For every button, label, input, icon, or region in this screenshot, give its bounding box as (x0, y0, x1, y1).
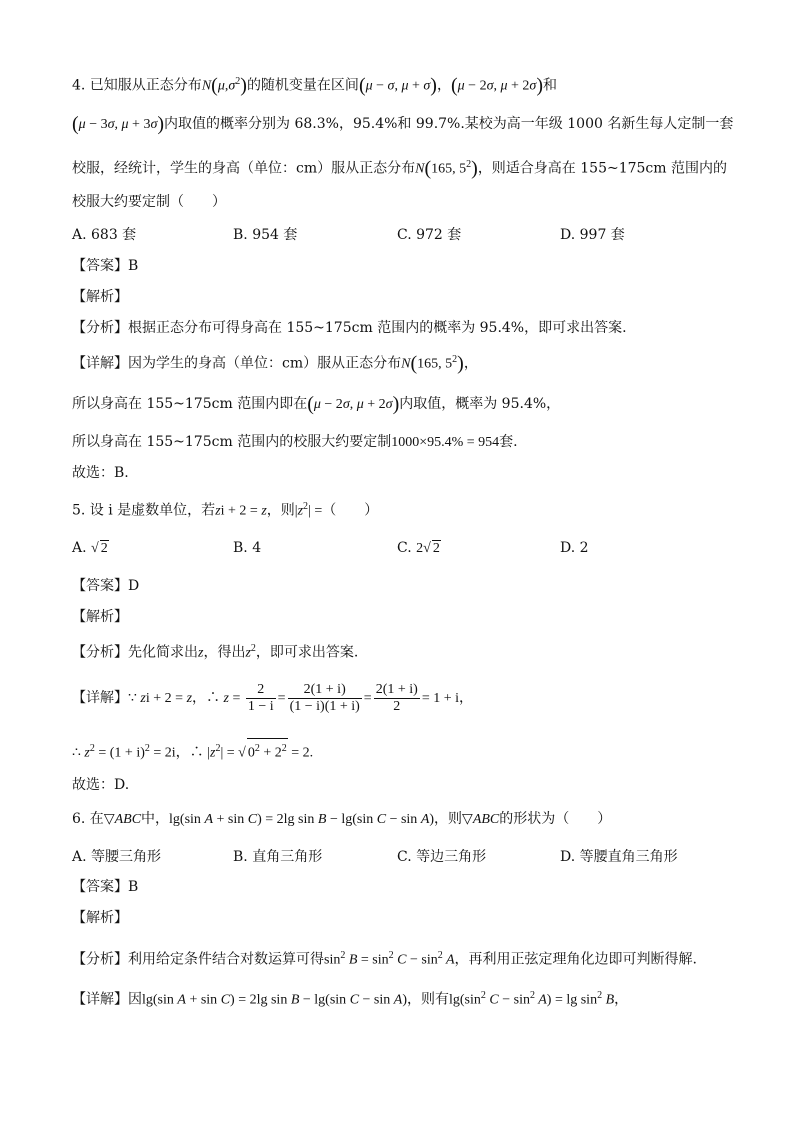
q5-option-c: C. 2√ 2 (397, 540, 440, 556)
text: ，再利用正弦定理角化边即可判断得解. (454, 951, 697, 968)
q5-analysis-head: 【解析】 (72, 609, 128, 625)
q4-option-a: A. 683 套 (72, 227, 137, 243)
text: 【分析】先化简求出 (72, 644, 198, 661)
text: 的形状为（ ） (499, 811, 612, 827)
text: 所以身高在 155~175cm 范围内的校服大约要定制 (72, 434, 392, 450)
q6-option-b: B. 直角三角形 (233, 849, 323, 865)
q4-stem-line4 (72, 192, 226, 212)
q6-fenxi: 【分析】利用给定条件结合对数运算可得$\sin^2 B = \sin^2 C - \sin^2 A$，再利用正弦定理角化边即可判断得解. (72, 950, 697, 968)
text: 内取值的概率分别为 68.3%，95.4%和 99.7%.某校为高一年级 1000 名新生每人定制一套 (164, 116, 734, 132)
text: 所以身高在 155~175cm 范围内即在 (72, 396, 308, 412)
text: ，则 (266, 502, 295, 519)
q4-fenxi: 【分析】根据正态分布可得身高在 155~175cm 范围内的概率为 95.4%，即可求出答案. (72, 320, 627, 336)
q6-option-a: A. 等腰三角形 (72, 849, 162, 865)
text: ， (436, 77, 451, 94)
q4-xiangjie-line1: 【详解】因为学生的身高（单位：cm）服从正态分布N(165, $5^2$)， (72, 352, 478, 375)
q6-answer: 【答案】B (72, 879, 139, 895)
text: 套. (499, 434, 518, 450)
q6-xiangjie: 【详解】因lg(sin A + sin C) = 2lg sin B − lg(sin C − sin A)，则有$\lg(\sin^2$ $C - \sin^2 A) = \lg \sin^2 B$， (72, 990, 629, 1008)
q5-xiangjie-line1: 【详解】∵ zi + 2 = z，∴ z = $\frac{2}{1 - i}$ = $\frac{2(1 + i)}{(1 - i)(1 + i)}$ = $\frac{2(1 + i)}{2}$ = 1 + i， (72, 681, 473, 714)
q4-stem-line2: (μ − 3σ, μ + 3σ)内取值的概率分别为 68.3%，95.4%和 99.7%.某校为高一年级 1000 名新生每人定制一套 (72, 113, 734, 135)
text: ， (614, 991, 629, 1008)
text: 【详解】因为学生的身高（单位：cm）服从正态分布 (72, 355, 402, 372)
text: 中， (141, 811, 170, 827)
q6-analysis-head: 【解析】 (72, 910, 128, 926)
text: ，即可求出答案. (255, 644, 359, 661)
q5-stem: 5. 设 i 是虚数单位，若zi + 2 = z，则$|z^2|$ =（ ） (72, 501, 379, 519)
text: ，则 (434, 811, 463, 827)
q4-xiangjie-line2: 所以身高在 155~175cm 范围内即在(μ − 2σ, μ + 2σ)内取值，概率为 95.4%， (72, 393, 561, 415)
q5-option-b: B. 4 (233, 540, 262, 556)
text: 【分析】利用给定条件结合对数运算可得 (72, 951, 324, 968)
text: 【详解】因 (72, 991, 142, 1008)
text: ，则有 (407, 991, 449, 1008)
q5-xiangjie-line2: ∴ $z^2 = (1 + i)^2 = 2i$，∴ $|z^2|$ = √ $0^2 + 2^2 = 2$. (72, 738, 313, 764)
q5-answer: 【答案】D (72, 578, 140, 594)
q6-option-c: C. 等边三角形 (397, 849, 487, 865)
text: 5. 设 i 是虚数单位，若 (72, 502, 216, 519)
q4-option-b: B. 954 套 (233, 227, 298, 243)
q5-option-d: D. 2 (560, 540, 589, 556)
text: （ ） (322, 502, 379, 519)
text: ， (463, 355, 478, 372)
math-normal: N (201, 78, 212, 94)
q4-option-d: D. 997 套 (560, 227, 625, 243)
text: C. (397, 540, 412, 556)
q6-stem: 6. 在▽ABC中，lg(sin A + sin C) = 2lg sin B − lg(sin C − sin A)，则▽ABC的形状为（ ） (72, 811, 612, 827)
q5-option-a: A. √ 2 (72, 540, 108, 556)
text: 6. 在 (72, 811, 104, 827)
q4-analysis-head: 【解析】 (72, 289, 128, 305)
text: ，则适合身高在 155~175cm 范围内的 (477, 160, 728, 177)
q4-answer: 【答案】B (72, 258, 139, 274)
q4-conclusion: 故选：B. (72, 465, 129, 481)
q4-stem-line1: 4. 已知服从正态分布$N(\mu,\sigma^2)$的随机变量在区间(μ − σ, μ + σ)，(μ − 2σ, μ + 2σ)和 (72, 74, 557, 97)
text: 4. 已知服从正态分布 (72, 77, 202, 94)
text: A. (72, 540, 87, 556)
q5-fenxi: 【分析】先化简求出z，得出$z^2$，即可求出答案. (72, 643, 359, 661)
text: 和 (543, 77, 557, 94)
text: ，得出 (203, 644, 246, 661)
text: 内取值，概率为 95.4%， (399, 396, 561, 412)
q4-xiangjie-line3: 所以身高在 155~175cm 范围内的校服大约要定制1000×95.4% = 954套. (72, 434, 518, 450)
q4-stem-line3: 校服，经统计，学生的身高（单位：cm）服从正态分布N(165, $5^2$)，则适合身高在 155~175cm 范围内的 (72, 157, 728, 180)
text: 的随机变量在区间 (246, 77, 359, 94)
text: 【详解】 (72, 690, 128, 706)
text: 校服，经统计，学生的身高（单位：cm）服从正态分布 (72, 160, 416, 177)
q4-option-c: C. 972 套 (397, 227, 462, 243)
q6-option-d: D. 等腰直角三角形 (560, 849, 678, 865)
q5-conclusion: 故选：D. (72, 777, 130, 793)
text: 校服大约要定制（ ） (72, 194, 226, 210)
